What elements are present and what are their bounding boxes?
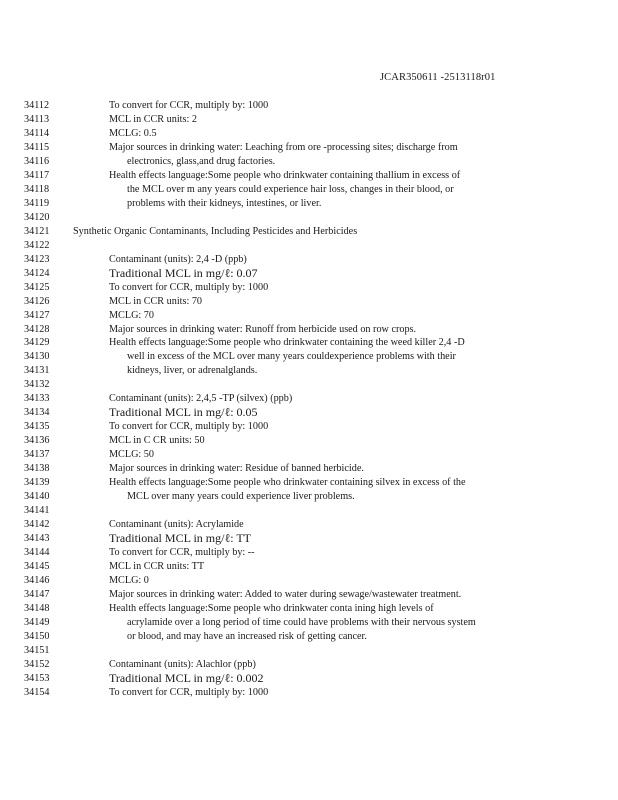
line-text: MCL in CCR units: 2 <box>109 113 197 125</box>
line-number: 34146 <box>24 574 50 586</box>
text-line <box>24 323 604 337</box>
line-text: Health effects language:Some people who drinkwater containing the weed killer 2,4 -D <box>109 337 465 349</box>
line-number: 34143 <box>24 533 50 545</box>
line-number: 34127 <box>24 309 50 321</box>
line-number: 34135 <box>24 421 50 433</box>
text-line <box>24 309 604 323</box>
text-line <box>24 225 604 239</box>
text-line <box>24 211 604 225</box>
text-line <box>24 295 604 309</box>
line-text: MCLG: 0.5 <box>109 127 157 139</box>
text-line <box>24 448 604 462</box>
line-number: 34142 <box>24 519 50 531</box>
line-number: 34153 <box>24 672 50 684</box>
line-number: 34133 <box>24 393 50 405</box>
text-line <box>24 406 604 420</box>
line-number: 34134 <box>24 407 50 419</box>
line-number: 34126 <box>24 295 50 307</box>
line-text: acrylamide over a long period of time could have problems with their nervous system <box>127 616 476 628</box>
line-text: Contaminant (units): 2,4,5 -TP (silvex) (ppb) <box>109 393 293 405</box>
line-text: MCL in C CR units: 50 <box>109 435 205 447</box>
line-number: 34138 <box>24 463 50 475</box>
line-text: MCLG: 50 <box>109 449 154 461</box>
line-number: 34122 <box>24 239 50 251</box>
line-number: 34119 <box>24 197 50 209</box>
line-text: MCLG: 0 <box>109 574 149 586</box>
text-line <box>24 127 604 141</box>
text-line <box>24 350 604 364</box>
line-number: 34147 <box>24 588 50 600</box>
line-number: 34137 <box>24 449 50 461</box>
line-number: 34118 <box>24 183 50 195</box>
text-line <box>24 686 604 700</box>
numbered-text-body <box>24 99 604 700</box>
line-number: 34125 <box>24 281 50 293</box>
line-number: 34132 <box>24 379 50 391</box>
line-text: Traditional MCL in mg/ℓ: 0.07 <box>109 265 258 280</box>
text-line <box>24 267 604 281</box>
line-number: 34149 <box>24 616 50 628</box>
line-number: 34130 <box>24 351 50 363</box>
line-number: 34152 <box>24 658 50 670</box>
line-text: Traditional MCL in mg/ℓ: 0.05 <box>109 405 258 420</box>
line-number: 34124 <box>24 267 50 279</box>
text-line <box>24 532 604 546</box>
text-line <box>24 99 604 113</box>
line-number: 34150 <box>24 630 50 642</box>
line-text: MCLG: 70 <box>109 309 154 321</box>
text-line <box>24 560 604 574</box>
line-number: 34112 <box>24 100 50 111</box>
section-heading: Synthetic Organic Contaminants, Including Pesticides and Herbicides <box>73 225 358 237</box>
text-line <box>24 616 604 630</box>
line-text: well in excess of the MCL over many years couldexperience problems with their <box>127 351 456 363</box>
text-line <box>24 504 604 518</box>
text-line <box>24 239 604 253</box>
line-text: Traditional MCL in mg/ℓ: 0.002 <box>109 670 264 685</box>
line-number: 34121 <box>24 225 50 237</box>
line-number: 34139 <box>24 477 50 489</box>
document-id-header: JCAR350611 -2513118r01 <box>380 72 496 83</box>
line-number: 34116 <box>24 155 50 167</box>
line-number: 34151 <box>24 644 50 656</box>
line-text: the MCL over m any years could experience hair loss, changes in their blood, or <box>127 183 454 195</box>
line-text: Major sources in drinking water: Added to water during sewage/wastewater treatment. <box>109 588 462 600</box>
text-line <box>24 490 604 504</box>
text-line <box>24 378 604 392</box>
line-number: 34136 <box>24 435 50 447</box>
line-text: Major sources in drinking water: Leaching from ore -processing sites; discharge from <box>109 141 458 153</box>
line-text: Contaminant (units): Alachlor (ppb) <box>109 658 256 670</box>
line-text: kidneys, liver, or adrenalglands. <box>127 365 258 377</box>
line-text: Health effects language:Some people who drinkwater conta ining high levels of <box>109 602 434 614</box>
line-number: 34115 <box>24 141 50 153</box>
line-number: 34148 <box>24 602 50 614</box>
text-line <box>24 574 604 588</box>
text-line <box>24 183 604 197</box>
text-line <box>24 392 604 406</box>
line-text: To convert for CCR, multiply by: -- <box>109 547 255 558</box>
text-line <box>24 169 604 183</box>
line-text: Major sources in drinking water: Residue of banned herbicide. <box>109 463 364 475</box>
text-line <box>24 141 604 155</box>
text-line <box>24 644 604 658</box>
line-text: problems with their kidneys, intestines, or liver. <box>127 197 322 209</box>
text-line <box>24 518 604 532</box>
line-text: To convert for CCR, multiply by: 1000 <box>109 100 269 111</box>
line-number: 34129 <box>24 337 50 349</box>
line-text: or blood, and may have an increased risk of getting cancer. <box>127 630 367 642</box>
text-line <box>24 253 604 267</box>
text-line <box>24 462 604 476</box>
line-text: MCL over many years could experience liver problems. <box>127 491 355 503</box>
text-line <box>24 113 604 127</box>
text-line <box>24 364 604 378</box>
text-line <box>24 658 604 672</box>
line-number: 34140 <box>24 491 50 503</box>
text-line <box>24 336 604 350</box>
line-number: 34117 <box>24 169 50 181</box>
text-line <box>24 588 604 602</box>
line-number: 34123 <box>24 253 50 265</box>
line-number: 34131 <box>24 365 50 377</box>
text-line <box>24 672 604 686</box>
text-line <box>24 546 604 560</box>
line-text: Major sources in drinking water: Runoff from herbicide used on row crops. <box>109 323 417 335</box>
line-text: To convert for CCR, multiply by: 1000 <box>109 281 269 293</box>
line-number: 34144 <box>24 547 50 558</box>
text-line <box>24 420 604 434</box>
text-line <box>24 434 604 448</box>
line-number: 34114 <box>24 127 50 139</box>
line-number: 34145 <box>24 560 50 572</box>
line-text: MCL in CCR units: 70 <box>109 295 203 307</box>
text-line <box>24 476 604 490</box>
text-line <box>24 197 604 211</box>
text-line <box>24 602 604 616</box>
line-number: 34128 <box>24 323 50 335</box>
line-text: Traditional MCL in mg/ℓ: TT <box>109 531 251 546</box>
line-text: To convert for CCR, multiply by: 1000 <box>109 686 269 698</box>
line-number: 34113 <box>24 113 50 125</box>
line-text: Contaminant (units): 2,4 -D (ppb) <box>109 253 247 265</box>
line-text: Contaminant (units): Acrylamide <box>109 519 244 531</box>
line-number: 34141 <box>24 505 50 517</box>
line-number: 34120 <box>24 211 50 223</box>
line-text: Health effects language:Some people who drinkwater containing thallium in excess of <box>109 169 461 181</box>
line-text: To convert for CCR, multiply by: 1000 <box>109 421 269 433</box>
text-line <box>24 630 604 644</box>
text-line <box>24 155 604 169</box>
line-text: electronics, glass,and drug factories. <box>127 155 276 167</box>
line-text: Health effects language:Some people who drinkwater containing silvex in excess of the <box>109 477 466 489</box>
line-text: MCL in CCR units: TT <box>109 560 205 572</box>
line-number: 34154 <box>24 686 50 698</box>
text-line <box>24 281 604 295</box>
